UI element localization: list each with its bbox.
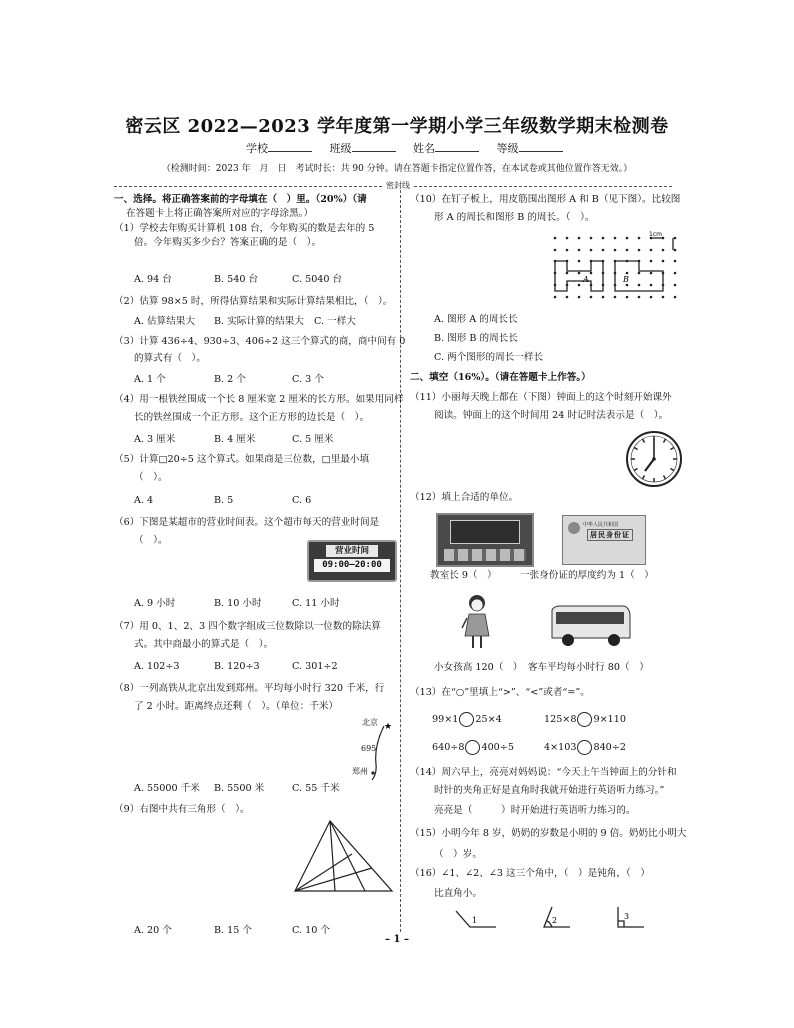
q14-text-cont: 时针的夹角正好是直角时我就开始进行英语听力练习。” <box>434 785 665 796</box>
q13-expr-1 <box>432 712 502 727</box>
q4-text-cont: 长的铁丝围成一个正方形。这个正方形的边长是（ ）。 <box>134 412 370 423</box>
name-blank[interactable] <box>435 151 479 152</box>
peg-dot <box>578 237 581 240</box>
q3-text-cont: 的算式有（ ）。 <box>134 353 206 364</box>
bus-icon <box>548 604 632 648</box>
peg-dot <box>674 296 677 299</box>
sign-time: 09:00–20:00 <box>314 559 390 572</box>
peg-board <box>545 228 685 304</box>
q6-text-cont: （ ）。 <box>134 535 168 546</box>
q8-option-a[interactable]: A. 55000 千米 <box>134 783 200 794</box>
shape-a <box>555 261 603 291</box>
q8-text-cont: 了 2 小时。距离终点还剩（ ）。（单位：千米） <box>134 701 339 712</box>
q1-option-a[interactable]: A. 94 台 <box>134 274 172 285</box>
q9-option-a[interactable]: A. 20 个 <box>134 925 172 936</box>
emblem-icon <box>568 522 580 534</box>
q6-option-a[interactable]: A. 9 小时 <box>134 598 176 609</box>
q10-option-c[interactable]: C. 两个图形的周长一样长 <box>434 352 544 363</box>
peg-dot <box>590 237 593 240</box>
peg-dot <box>614 296 617 299</box>
peg-dot <box>662 249 665 252</box>
q6-text: （6）下图是某超市的营业时间表。这个超市每天的营业时间是 <box>114 517 380 528</box>
id-card-subtitle: 居民身份证 <box>587 529 633 541</box>
q10-text-cont: 形 A 的周长和图形 B 的周长。（ ）。 <box>434 212 595 223</box>
id-card-image <box>562 515 646 565</box>
label-zhengzhou: 郑州 <box>352 767 368 776</box>
compare-circle-1[interactable] <box>459 712 474 727</box>
sign-title: 营业时间 <box>326 545 378 557</box>
q2-option-c[interactable]: C. 一样大 <box>314 316 356 327</box>
peg-dot <box>614 249 617 252</box>
q9-option-c[interactable]: C. 10 个 <box>292 925 330 936</box>
q11-text-cont: 阅读。钟面上的这个时间用 24 时记时法表示是（ ）。 <box>434 410 669 421</box>
angle-2-label: 2 <box>552 916 558 925</box>
peg-dot <box>638 237 641 240</box>
q2-options <box>134 315 394 329</box>
grade-label: 等级 <box>496 142 519 155</box>
peg-dot <box>578 272 581 275</box>
compare-circle-2[interactable] <box>577 712 592 727</box>
q3-option-c[interactable]: C. 3 个 <box>292 374 324 385</box>
peg-dot <box>578 249 581 252</box>
grade-blank[interactable] <box>519 151 563 152</box>
q1-option-c[interactable]: C. 5040 台 <box>292 274 343 285</box>
expr-1-right: 25×4 <box>475 714 502 725</box>
q12-blank-1: 教室长 9（ ） <box>430 570 497 581</box>
q13-text: （13）在“○”里填上“>”、“<”或者“=”。 <box>410 687 590 698</box>
expr-2-left: 125×8 <box>544 714 577 725</box>
scale-label: 1cm <box>649 231 662 238</box>
q12-blank-3: 小女孩高 120（ ） <box>434 662 523 673</box>
q7-option-a[interactable]: A. 102÷3 <box>134 661 180 672</box>
class-blank[interactable] <box>352 151 396 152</box>
column-divider <box>400 190 401 932</box>
peg-dot <box>602 249 605 252</box>
q3-option-a[interactable]: A. 1 个 <box>134 374 166 385</box>
section2-title: 二、填空（16%）。（请在答题卡上作答。） <box>410 372 591 383</box>
q15-text-cont: （ ）岁。 <box>434 849 482 860</box>
q1-text-cont: 倍。今年购买多少台？答案正确的是（ ）。 <box>134 237 322 249</box>
student-info-line <box>246 140 577 156</box>
page-number: – 1 – <box>385 934 409 945</box>
school-blank[interactable] <box>268 151 312 152</box>
peg-dot <box>638 296 641 299</box>
peg-dot <box>638 284 641 287</box>
exam-note: （检测时间：2023 年 月 日 考试时长：共 90 分钟。请在答题卡指定位置作答，在本试卷或其他位置作答无效。） <box>161 164 633 174</box>
q7-text: （7）用 0、1、2、3 四个数字组成三位数除以一位数的除法算 <box>114 621 381 632</box>
angle-3-label: 3 <box>624 912 630 921</box>
q10-option-b[interactable]: B. 图形 B 的周长长 <box>434 333 518 344</box>
q3-option-b[interactable]: B. 2 个 <box>214 374 246 385</box>
peg-dot <box>554 249 557 252</box>
q8-option-c[interactable]: C. 55 千米 <box>292 783 340 794</box>
q7-option-c[interactable]: C. 301÷2 <box>292 661 338 672</box>
q12-blank-4: 客车平均每小时行 80（ ） <box>528 662 649 673</box>
angles-figure <box>452 905 684 931</box>
clock-face <box>625 430 683 488</box>
q2-text: （2）估算 98×5 时，所得估算结果和实际计算结果相比，（ ）。 <box>114 296 393 307</box>
q13-expr-2 <box>544 712 626 727</box>
peg-dot <box>650 284 653 287</box>
expr-2-right: 9×110 <box>593 714 626 725</box>
q7-option-b[interactable]: B. 120÷3 <box>214 661 260 672</box>
q10-option-a[interactable]: A. 图形 A 的周长长 <box>434 314 518 325</box>
peg-dot <box>566 237 569 240</box>
peg-dot <box>638 249 641 252</box>
q13-expr-3 <box>432 740 514 755</box>
q4-option-a[interactable]: A. 3 厘米 <box>134 434 176 445</box>
q7-options <box>134 660 394 674</box>
peg-dot <box>674 272 677 275</box>
shape-b-label: B <box>623 275 629 284</box>
expr-3-right: 400÷5 <box>481 742 514 753</box>
peg-dot <box>602 296 605 299</box>
q3-options <box>134 373 394 387</box>
peg-dot <box>674 237 677 240</box>
business-hours-sign <box>307 540 397 582</box>
q1-text: （1）学校去年购买计算机 108 台，今年购买的数是去年的 5 <box>114 222 375 234</box>
peg-dot <box>650 272 653 275</box>
q5-text-cont: （ ）。 <box>134 472 168 483</box>
peg-dot <box>674 284 677 287</box>
section1-title: 一、选择。将正确答案前的字母填在（ ）里。（20%）（请 <box>114 194 367 205</box>
q5-option-a[interactable]: A. 4 <box>134 495 154 506</box>
q12-text: （12）填上合适的单位。 <box>410 492 519 503</box>
peg-dot <box>626 237 629 240</box>
classroom-image <box>436 513 534 567</box>
triangle-figure <box>290 816 400 896</box>
q14-text-cont2: 亮亮是（ ）时开始进行英语听力练习的。 <box>434 805 636 816</box>
peg-dot <box>662 260 665 263</box>
q9-option-b[interactable]: B. 15 个 <box>214 925 253 936</box>
q4-options <box>134 433 394 447</box>
school-label: 学校 <box>246 142 268 155</box>
q4-option-c[interactable]: C. 5 厘米 <box>292 434 334 445</box>
star-icon: ★ <box>384 722 393 732</box>
q5-option-c[interactable]: C. 6 <box>292 495 312 506</box>
q5-option-b[interactable]: B. 5 <box>214 495 234 506</box>
expr-4-right: 840÷2 <box>593 742 626 753</box>
q2-option-a[interactable]: A. 估算结果大 <box>134 316 195 327</box>
girl-icon <box>460 592 494 652</box>
peg-dot <box>638 272 641 275</box>
label-beijing: 北京 <box>362 718 378 727</box>
peg-dot <box>650 260 653 263</box>
name-label: 姓名 <box>413 142 435 155</box>
peg-dot <box>626 249 629 252</box>
peg-dot <box>566 249 569 252</box>
expr-4-left: 4×103 <box>544 742 577 753</box>
id-card-title: 中华人民共和国 <box>583 522 619 528</box>
q6-option-b[interactable]: B. 10 小时 <box>214 598 262 609</box>
q6-options <box>134 597 394 611</box>
q16-text: （16）∠1、∠2、∠3 这三个角中，（ ）是钝角，（ ） <box>410 868 650 879</box>
q15-text: （15）小明今年 8 岁，奶奶的岁数是小明的 9 倍。奶奶比小明大 <box>410 828 687 839</box>
q5-options <box>134 494 394 508</box>
expr-3-left: 640÷8 <box>432 742 465 753</box>
q6-option-c[interactable]: C. 11 小时 <box>292 598 340 609</box>
q8-option-b[interactable]: B. 5500 米 <box>214 783 265 794</box>
city-dot-icon <box>371 771 374 774</box>
q13-expr-4 <box>544 740 626 755</box>
q8-text: （8）一列高铁从北京出发到郑州。平均每小时行 320 千米，行 <box>114 683 385 694</box>
peg-dot <box>566 296 569 299</box>
peg-dot <box>590 296 593 299</box>
peg-dot <box>554 296 557 299</box>
angle-3 <box>618 907 644 927</box>
q11-text: （11）小丽每天晚上都在（下图）钟面上的这个时刻开始课外 <box>410 392 672 403</box>
q16-text-cont: 比直角小。 <box>434 888 482 899</box>
q2-option-b[interactable]: B. 实际计算的结果大 <box>214 316 304 327</box>
peg-dot <box>626 296 629 299</box>
q5-text: （5）计算□20÷5 这个算式。如果商是三位数，□里最小填 <box>114 454 370 465</box>
peg-dot <box>674 249 677 252</box>
section1-title-cont: 在答题卡上将正确答案所对应的字母涂黑。） <box>126 208 314 220</box>
q12-blank-2: 一张身份证的厚度约为 1（ ） <box>520 570 654 581</box>
seal-label: 密封线 <box>383 180 413 191</box>
peg-dot <box>590 272 593 275</box>
q3-text: （3）计算 436÷4、930÷3、406÷2 这三个算式的商，商中间有 0 <box>114 336 406 347</box>
compare-circle-3[interactable] <box>465 740 480 755</box>
q14-text: （14）周六早上，亮亮对妈妈说：“今天上午当钟面上的分针和 <box>410 767 677 778</box>
expr-1-left: 99×1 <box>432 714 459 725</box>
label-distance: 695 <box>361 744 377 753</box>
q4-option-b[interactable]: B. 4 厘米 <box>214 434 256 445</box>
q4-text: （4）用一根铁丝围成一个长 8 厘米宽 2 厘米的长方形。如果用同样 <box>114 394 404 405</box>
peg-dot <box>590 249 593 252</box>
q1-option-b[interactable]: B. 540 台 <box>214 274 259 285</box>
peg-dot <box>602 237 605 240</box>
peg-dot <box>650 296 653 299</box>
q9-text: （9）右图中共有三角形（ ）。 <box>114 804 250 815</box>
class-label: 班级 <box>329 142 352 155</box>
peg-dot <box>566 272 569 275</box>
q10-text: （10）在钉子板上，用皮筋围出图形 A 和 B（见下图）。比较图 <box>410 194 681 205</box>
q7-text-cont: 式。其中商最小的算式是（ ）。 <box>134 639 274 650</box>
peg-dot <box>626 284 629 287</box>
peg-dot <box>578 284 581 287</box>
compare-circle-4[interactable] <box>577 740 592 755</box>
q1-options <box>134 273 394 287</box>
angle-1-label: 1 <box>472 916 478 925</box>
peg-dot <box>554 237 557 240</box>
peg-dot <box>578 260 581 263</box>
peg-dot <box>614 237 617 240</box>
peg-dot <box>650 249 653 252</box>
shape-a-label: A <box>583 275 589 284</box>
left-column <box>114 193 396 251</box>
peg-dot <box>674 260 677 263</box>
peg-dot <box>578 296 581 299</box>
peg-dot <box>662 296 665 299</box>
peg-dot <box>626 272 629 275</box>
q8-options <box>134 782 394 796</box>
seal-line <box>114 180 672 192</box>
page-title: 密云区 2022—2023 学年度第一学期小学三年级数学期末检测卷 <box>125 116 669 137</box>
